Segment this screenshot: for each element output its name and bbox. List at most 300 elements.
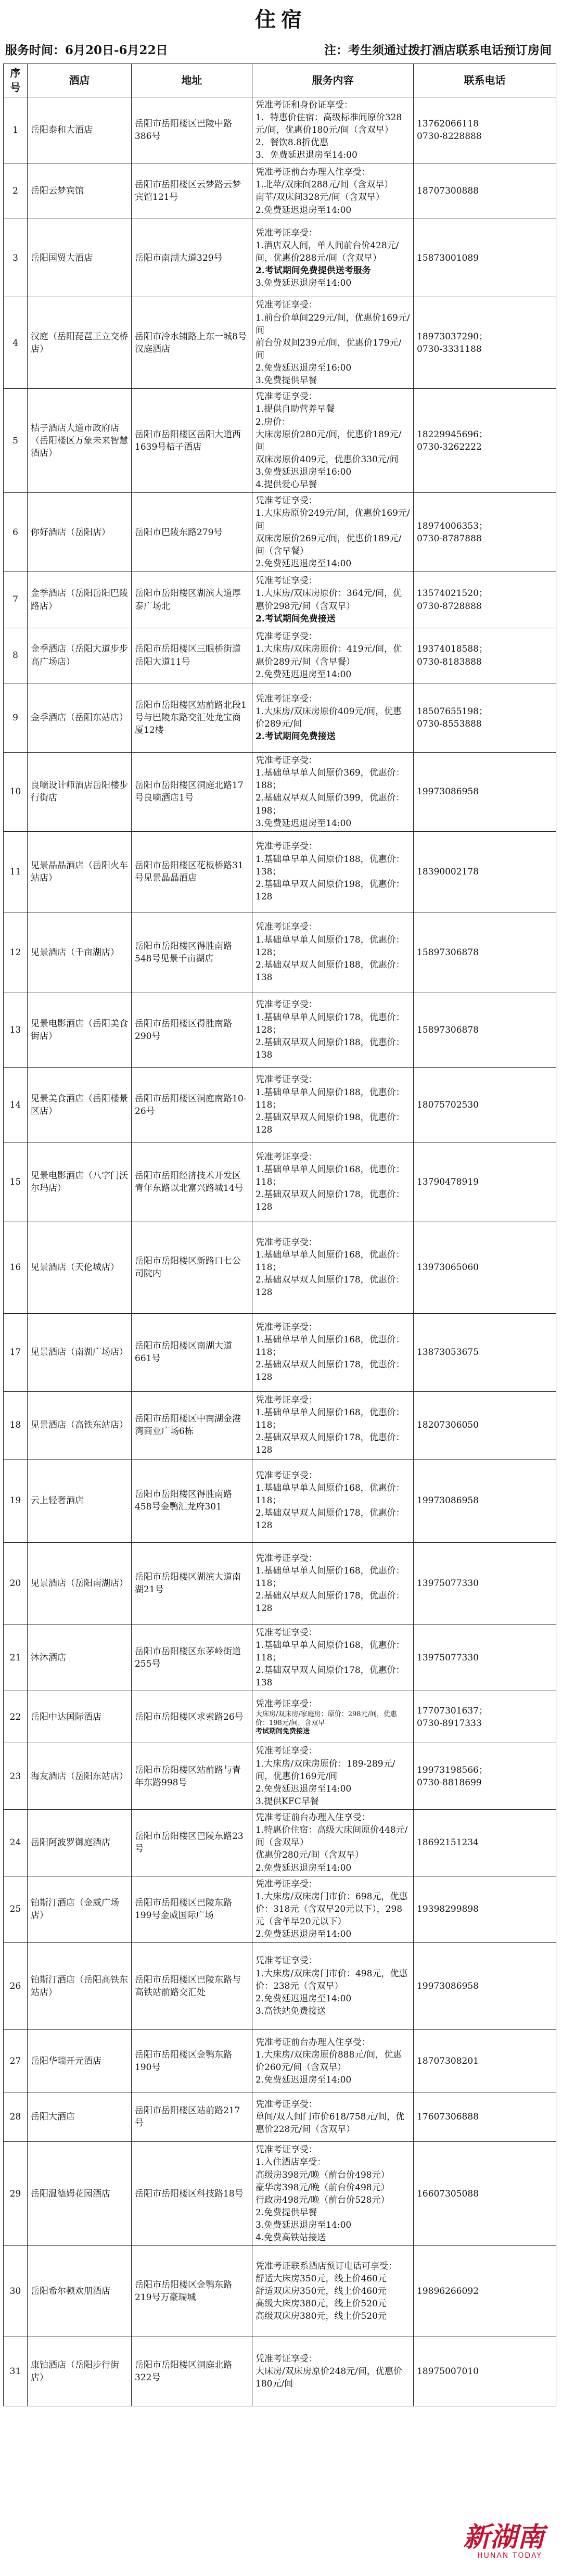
service-line: 凭准考证享受：	[256, 755, 317, 766]
contact-phone	[414, 493, 556, 572]
phone-number: 18229945696；	[417, 429, 488, 440]
service-line: 1.基础单早单人间原价178，优惠价：128；	[256, 1012, 405, 1035]
watermark-logo	[435, 2515, 544, 2567]
row-number: 2	[4, 163, 28, 219]
phone-number: 18507655198；	[417, 706, 488, 717]
service-content	[252, 297, 414, 389]
hotel-name: 铂斯汀酒店（岳阳高铁东站店）	[28, 1943, 132, 2030]
service-content	[252, 1143, 414, 1222]
table-row	[4, 572, 556, 628]
service-line: 凭准考证享受：	[256, 999, 317, 1010]
service-content	[252, 1067, 414, 1143]
service-content	[252, 1943, 414, 2030]
service-line: 考试期间免费接送	[256, 1728, 310, 1736]
hotel-address: 岳阳市岳阳楼区南湖大道661号	[132, 1313, 252, 1391]
service-line: 凭准考证享受：	[256, 1237, 317, 1248]
service-content	[252, 2337, 414, 2406]
service-line: 凭准考证享受：	[256, 576, 317, 587]
service-line: 凭准考证前台办理入住享受：	[256, 2037, 371, 2048]
row-number: 15	[4, 1143, 28, 1222]
service-content	[252, 572, 414, 628]
service-content	[252, 1542, 414, 1625]
service-content	[252, 219, 414, 297]
hotel-name: 岳阳华瑞开元酒店	[28, 2030, 132, 2092]
phone-number: 0730-8917333	[417, 1718, 482, 1729]
service-content	[252, 1222, 414, 1313]
service-line: 3.高铁站免费接送	[256, 2006, 326, 2016]
contact-phone	[414, 1313, 556, 1391]
row-number: 26	[4, 1943, 28, 2030]
contact-phone	[414, 1810, 556, 1876]
contact-phone	[414, 2246, 556, 2337]
table-row	[4, 628, 556, 683]
service-line: 1．特惠价住宿：高级标准间原价328元/间，优惠价180元/间（含双早）	[256, 112, 402, 136]
contact-phone	[414, 993, 556, 1067]
phone-number: 19973086958	[417, 1495, 479, 1506]
table-row	[4, 2092, 556, 2142]
row-number: 25	[4, 1876, 28, 1943]
service-line: 行政房498元/晚（前台价528元）	[256, 2194, 390, 2205]
table-row	[4, 1313, 556, 1391]
row-number: 14	[4, 1067, 28, 1143]
service-line: 双床房原价409元，优惠价330元/间	[256, 454, 399, 465]
hotel-address: 岳阳市岳阳楼区新路口七公司院内	[132, 1222, 252, 1313]
phone-number: 15897306878	[417, 1024, 479, 1035]
row-number: 19	[4, 1459, 28, 1542]
row-number: 31	[4, 2337, 28, 2406]
contact-phone	[414, 753, 556, 832]
hotel-name: 见景酒店（岳阳南湖店）	[28, 1542, 132, 1625]
service-line: 3．免费延迟退房至14:00	[256, 150, 357, 161]
row-number: 9	[4, 683, 28, 753]
service-line: 大床房/双床房/家庭房：原价：298元/间，优惠价：198元/间，含双早	[256, 1710, 397, 1727]
service-line: 凭准考证享受：	[256, 1627, 317, 1638]
contact-phone	[414, 389, 556, 493]
service-line: 凭准考证享受：	[256, 1698, 317, 1709]
header-address: 地址	[132, 64, 252, 97]
service-line: 1.基础单早单人间原价178，优惠价：128；	[256, 934, 405, 958]
contact-phone	[414, 628, 556, 683]
contact-phone	[414, 2142, 556, 2246]
service-line: 舒适双床房350元，线上价460元	[256, 2286, 387, 2297]
service-content	[252, 753, 414, 832]
contact-phone	[414, 2337, 556, 2406]
service-line: 单间/双人间门市价618/758元/间，优惠价228元/间（含双早）	[256, 2112, 405, 2135]
service-line: 2.基础双早双人间原价178，优惠价：128	[256, 1189, 405, 1213]
hotel-address: 岳阳市岳阳楼区得胜南路458号金鹗汇龙府301	[132, 1459, 252, 1542]
row-number: 3	[4, 219, 28, 297]
service-content	[252, 1810, 414, 1876]
service-content	[252, 2142, 414, 2246]
row-number: 30	[4, 2246, 28, 2337]
table-row	[4, 1143, 556, 1222]
service-line: 2.基础双早双人间原价178，优惠价：138	[256, 1665, 405, 1689]
row-number: 10	[4, 753, 28, 832]
table-row	[4, 2337, 556, 2406]
service-content	[252, 2092, 414, 2142]
service-line: 3.免费延迟退房至14:00	[256, 2220, 352, 2231]
phone-number: 17607306888	[417, 2112, 479, 2123]
row-number: 12	[4, 912, 28, 993]
hotel-address: 岳阳市岳阳楼区科技路18号	[132, 2142, 252, 2246]
service-line: 凭准考证享受：	[256, 841, 317, 852]
header-hotel: 酒店	[28, 64, 132, 97]
row-number: 23	[4, 1743, 28, 1810]
table-row	[4, 1542, 556, 1625]
phone-number: 0730-8228888	[417, 131, 482, 142]
service-line: 2.基础双早双人间原价178，优惠价：128	[256, 1360, 405, 1383]
phone-number: 0730-3262222	[417, 441, 482, 452]
hotel-address: 岳阳市岳阳楼区中南湖金港湾商业广场6栋	[132, 1391, 252, 1459]
hotel-address: 岳阳市岳阳楼区金鹗东路190号	[132, 2030, 252, 2092]
table-row	[4, 2246, 556, 2337]
service-line: 凭准考证享受：	[256, 1470, 317, 1481]
contact-phone	[414, 163, 556, 219]
contact-phone	[414, 1143, 556, 1222]
service-content	[252, 993, 414, 1067]
phone-number: 18973037290；	[417, 331, 488, 342]
contact-phone	[414, 2092, 556, 2142]
contact-phone	[414, 1625, 556, 1691]
hotel-name: 岳阳国贸大酒店	[28, 219, 132, 297]
contact-phone	[414, 297, 556, 389]
hotel-address: 岳阳市岳阳楼区洞庭北路17号良嘀酒店1号	[132, 753, 252, 832]
phone-number: 18707300888	[417, 186, 479, 197]
service-line: 凭准考证享受：	[256, 693, 317, 704]
phone-number: 13975077330	[417, 1653, 479, 1664]
service-line: 凭准考证前台办理入住享受：	[256, 167, 371, 178]
service-line: 1.大床房/双床房原价：419元/间，优惠价289元/间（含早餐）	[256, 644, 402, 667]
hotel-address: 岳阳市岳阳楼区得胜南路548号见景千亩湖店	[132, 912, 252, 993]
service-line: 凭准考证享受：	[256, 227, 317, 238]
contact-phone	[414, 572, 556, 628]
watermark-main: 新湖南	[463, 2522, 544, 2553]
phone-number: 13973065060	[417, 1262, 479, 1273]
hotel-name: 岳阳阿波罗御庭酒店	[28, 1810, 132, 1876]
phone-number: 15897306878	[417, 947, 479, 958]
phone-number: 0730-3331188	[417, 344, 482, 354]
hotel-name: 铂斯汀酒店（金威广场店）	[28, 1876, 132, 1943]
hotel-name: 汉庭（岳阳琵琶王立交桥店）	[28, 297, 132, 389]
service-line: 4.免费高铁站接送	[256, 2232, 326, 2243]
service-line: 2.免费延迟退房至14:00	[256, 1783, 352, 1794]
service-line: 2.基础双早双人间原价178，优惠价：128	[256, 1591, 405, 1614]
hotel-name: 岳阳中达国际酒店	[28, 1691, 132, 1743]
phone-number: 19973086958	[417, 1981, 479, 1991]
table-row	[4, 1943, 556, 2030]
service-line: 1.基础单早单人间原价188，优惠价：118；	[256, 1087, 405, 1110]
phone-number: 13873053675	[417, 1347, 479, 1358]
row-number: 11	[4, 831, 28, 912]
service-line: 1.北苹/双床间288元/间（含双早）	[256, 180, 393, 191]
service-content	[252, 493, 414, 572]
table-row	[4, 993, 556, 1067]
service-time: 服务时间：6月20日-6月22日	[5, 43, 168, 57]
hotel-address: 岳阳市南湖大道329号	[132, 219, 252, 297]
row-number: 28	[4, 2092, 28, 2142]
contact-phone	[414, 219, 556, 297]
phone-number: 0730-8728888	[417, 601, 482, 612]
service-line: 凭准考证享受：	[256, 1956, 317, 1966]
phone-number: 13762066118	[417, 118, 479, 129]
table-row	[4, 219, 556, 297]
hotel-address: 岳阳市岳阳楼区洞庭北路322号	[132, 2337, 252, 2406]
service-line: 2.免费延迟退房至14:00	[256, 669, 352, 680]
contact-phone	[414, 1067, 556, 1143]
hotel-address: 岳阳市岳阳楼区东茅岭街道255号	[132, 1625, 252, 1691]
service-line: 凭准考证享受：	[256, 2144, 317, 2155]
service-content	[252, 1691, 414, 1743]
table-row	[4, 97, 556, 163]
hotel-name: 见景美食酒店（岳阳楼景区店）	[28, 1067, 132, 1143]
contact-phone	[414, 1222, 556, 1313]
service-line: 凭准考证享受：	[256, 391, 317, 402]
service-line: 2.基础单早双人间原价198，优惠价：128	[256, 879, 405, 902]
table-row	[4, 297, 556, 389]
service-line: 1.基础单早单人间原价168，优惠价：118；	[256, 1640, 405, 1664]
row-number: 1	[4, 97, 28, 163]
service-line: 凭准考证享受：	[256, 496, 317, 506]
service-line: 1.酒店双人间，单人间前台价428元/间，优惠价288元/间（含双早）	[256, 240, 399, 263]
row-number: 13	[4, 993, 28, 1067]
hotel-address: 岳阳市岳阳楼区洞庭南路10-26号	[132, 1067, 252, 1143]
hotel-address: 岳阳市岳阳楼区巴陵东路与高铁站前路交汇处	[132, 1943, 252, 2030]
phone-number: 15873001089	[417, 252, 479, 263]
service-line: 凭准考证享受：	[256, 2354, 317, 2365]
row-number: 5	[4, 389, 28, 493]
service-line: 1.大床房/双床房门市价：498元，优惠价：238元（含双早）	[256, 1968, 408, 1991]
table-body	[4, 97, 556, 2406]
hotel-address: 岳阳市岳阳楼区得胜南路290号	[132, 993, 252, 1067]
service-line: 凭准考证和身份证享受：	[256, 99, 353, 110]
phone-number: 18075702530	[417, 1099, 479, 1110]
phone-number: 18975007010	[417, 2366, 479, 2377]
contact-phone	[414, 1943, 556, 2030]
row-number: 4	[4, 297, 28, 389]
hotel-name: 沐沐酒店	[28, 1625, 132, 1691]
service-line: 2.免费延迟退房至14:00	[256, 1929, 352, 1940]
booking-note: 注：考生须通过拨打酒店联系电话预订房间	[324, 43, 552, 57]
service-line: 高级大床房380元，线上价520元	[256, 2299, 387, 2309]
phone-number: 16607305088	[417, 2188, 479, 2199]
service-line: 2.基础双早双人间原价399，优惠价：198；	[256, 793, 405, 816]
table-row	[4, 753, 556, 832]
service-line: 3.免费延迟退房至14:00	[256, 278, 352, 289]
service-line: 南苹/双床间328元/间（含双早）	[256, 192, 385, 203]
contact-phone	[414, 1743, 556, 1810]
hotel-name: 金季酒店（岳阳东站店）	[28, 683, 132, 753]
hotel-name: 见景酒店（千亩湖店）	[28, 912, 132, 993]
service-line: 高级房398元/晚（前台价498元）	[256, 2169, 390, 2180]
table-row	[4, 912, 556, 993]
service-content	[252, 389, 414, 493]
service-line: 2．餐饮8.8折优惠	[256, 137, 328, 148]
service-line: 1.基础单早单人间原价369，优惠价：188；	[256, 768, 405, 791]
service-line: 凭准考证享受：	[256, 922, 317, 933]
hotel-name: 见景酒店（天伦城店）	[28, 1222, 132, 1313]
service-line: 舒适大床房350元，线上价460元	[256, 2274, 387, 2285]
phone-number: 18207306050	[417, 1420, 479, 1431]
service-line: 2.免费延迟退房至14:00	[256, 1993, 352, 2004]
hotel-name: 云上轻奢酒店	[28, 1459, 132, 1542]
phone-number: 0730-8818699	[417, 1777, 482, 1788]
table-row	[4, 683, 556, 753]
table-row	[4, 2142, 556, 2246]
service-line: 1.基础单早单人间原价168，优惠价：118；	[256, 1250, 405, 1273]
row-number: 17	[4, 1313, 28, 1391]
service-line: 1.大床房/双床房门市价：698元，优惠价：318元（含双早20元以下），298元（含单早20元以下）	[256, 1891, 408, 1927]
service-content	[252, 1743, 414, 1810]
service-line: 凭准考证联系酒店预订电话可享受：	[256, 2261, 397, 2272]
contact-phone	[414, 1391, 556, 1459]
row-number: 29	[4, 2142, 28, 2246]
phone-number: 18707308201	[417, 2055, 479, 2066]
hotel-name: 良嘀设计师酒店岳阳楼步行街店	[28, 753, 132, 832]
service-line: 2.免费延迟退房至14:00	[256, 2074, 352, 2085]
phone-number: 13790478919	[417, 1177, 479, 1188]
service-line: 凭准考证享受：	[256, 1151, 317, 1162]
service-line: 2.免费延迟退房至16:00	[256, 363, 352, 374]
service-line: 2.基础双早双人间原价198，优惠价：128	[256, 1112, 405, 1135]
table-row	[4, 1625, 556, 1691]
row-number: 22	[4, 1691, 28, 1743]
hotel-name: 见景酒店（南湖广场店）	[28, 1313, 132, 1391]
subhead	[5, 41, 557, 61]
row-number: 21	[4, 1625, 28, 1691]
header-no: 序号	[4, 64, 28, 97]
contact-phone	[414, 1691, 556, 1743]
service-line: 1.基础单早单人间原价168，优惠价：118；	[256, 1566, 405, 1589]
page-title: 住宿	[255, 7, 307, 32]
table-row	[4, 1876, 556, 1943]
phone-number: 13975077330	[417, 1578, 479, 1589]
phone-number: 0730-8183888	[417, 656, 482, 667]
table-row	[4, 1459, 556, 1542]
service-content	[252, 1391, 414, 1459]
row-number: 24	[4, 1810, 28, 1876]
table-row	[4, 1391, 556, 1459]
service-line: 3.提供KFC早餐	[256, 1796, 319, 1807]
service-line: 凭准考证享受：	[256, 1553, 317, 1564]
phone-number: 17707301637；	[417, 1705, 488, 1716]
service-line: 1.前台价单间229元/间，优惠价169元/间	[256, 312, 410, 336]
hotel-address: 岳阳市岳阳楼区花板桥路31号见景晶晶酒店	[132, 831, 252, 912]
service-line: 3.免费延迟退房至16:00	[256, 467, 352, 478]
hotel-address: 岳阳市巴陵东路279号	[132, 493, 252, 572]
service-line: 1.基础单早单人间原价168，优惠价：118；	[256, 1164, 405, 1188]
service-line: 双床房原价269元/间，优惠价189元/间（含早餐）	[256, 533, 402, 556]
hotel-address: 岳阳市岳阳楼区云梦路云梦宾馆121号	[132, 163, 252, 219]
hotel-name: 岳阳希尔顿欢朋酒店	[28, 2246, 132, 2337]
service-line: 凭准考证享受：	[256, 631, 317, 642]
service-line: 前台价双间239元/间，优惠价179元/间	[256, 337, 402, 361]
hotel-name: 岳阳泰和大酒店	[28, 97, 132, 163]
service-content	[252, 1876, 414, 1943]
service-line: 2.免费延迟退房至14:00	[256, 205, 352, 215]
row-number: 18	[4, 1391, 28, 1459]
hotel-table	[3, 64, 556, 2406]
hotel-address: 岳阳市岳阳楼区站前路217号	[132, 2092, 252, 2142]
service-content	[252, 1313, 414, 1391]
phone-number: 13574021520；	[417, 588, 488, 599]
service-line: 凭准考证享受：	[256, 1394, 317, 1405]
service-line: 1.特惠价住宿：高级大床间原价448元/间（含双早）	[256, 1825, 408, 1848]
service-content	[252, 97, 414, 163]
table-row	[4, 493, 556, 572]
service-line: 2.免费提供早餐	[256, 2207, 317, 2218]
service-content	[252, 163, 414, 219]
row-number: 20	[4, 1542, 28, 1625]
service-line: 1.入住酒店享受：	[256, 2157, 326, 2168]
phone-number: 18390002178	[417, 866, 479, 877]
row-number: 6	[4, 493, 28, 572]
service-line: 1.大床房/双床房原价：364元/间，优惠价298元/间（含双早）	[256, 588, 402, 612]
service-line: 凭准考证享受：	[256, 1074, 317, 1085]
hotel-name: 桔子酒店大道市政府店（岳阳楼区万象未来智慧酒店）	[28, 389, 132, 493]
service-content	[252, 628, 414, 683]
service-content	[252, 2246, 414, 2337]
service-line: 3.免费提供早餐	[256, 375, 317, 386]
row-number: 16	[4, 1222, 28, 1313]
hotel-address: 岳阳市岳阳经济技术开发区青年东路以北富兴路城14号	[132, 1143, 252, 1222]
service-content	[252, 2030, 414, 2092]
service-line: 3.免费延迟退房至14:00	[256, 818, 352, 829]
contact-phone	[414, 831, 556, 912]
hotel-name: 见景电影酒店（岳阳美食街店）	[28, 993, 132, 1067]
contact-phone	[414, 683, 556, 753]
hotel-address: 岳阳市岳阳楼区湖滨大道南湖21号	[132, 1542, 252, 1625]
service-line: 2.基础双早双人间原价178，优惠价：128	[256, 1432, 405, 1456]
table-row	[4, 389, 556, 493]
service-line: 1.大床房/双床房原价409元/间，优惠价289元/间	[256, 706, 402, 730]
hotel-address: 岳阳市岳阳楼区求索路26号	[132, 1691, 252, 1743]
contact-phone	[414, 1459, 556, 1542]
service-content	[252, 1459, 414, 1542]
table-row	[4, 163, 556, 219]
service-line: 2.免费延迟退房至14:00	[256, 558, 352, 569]
hotel-address: 岳阳市岳阳楼区站前路北段1号与巴陵东路交汇处龙宝商厦12楼	[132, 683, 252, 753]
service-content	[252, 1625, 414, 1691]
service-line: 1.大床房/双床房原价：189-289元/间，优惠价169元/间	[256, 1758, 395, 1782]
watermark-sub: HUNAN TODAY	[477, 2552, 542, 2560]
row-number: 8	[4, 628, 28, 683]
service-line: 2.基础双早双人间原价178，优惠价：128	[256, 1275, 405, 1298]
hotel-address: 岳阳市岳阳楼区金鹗东路219号万豪瑞城	[132, 2246, 252, 2337]
hotel-name: 金季酒店（岳阳岳阳巴陵路店）	[28, 572, 132, 628]
service-content	[252, 683, 414, 753]
service-line: 凭准考证享受：	[256, 300, 317, 311]
hotel-name: 你好酒店（岳阳店）	[28, 493, 132, 572]
service-content	[252, 831, 414, 912]
hotel-name: 岳阳温德姆花园酒店	[28, 2142, 132, 2246]
service-line: 1.基础单早单人间原价168，优惠价：118；	[256, 1483, 405, 1506]
phone-number: 0730-8787888	[417, 533, 482, 544]
phone-number: 19973086958	[417, 786, 479, 797]
service-line: 1.大床房/双床房原价888元/间，优惠价260元/间（含双早）	[256, 2049, 402, 2073]
service-line: 2.基础双早双人间原价188，优惠价：138	[256, 959, 405, 983]
service-line: 2.基础双早双人间原价178，优惠价：128	[256, 1508, 405, 1531]
service-line: 高级双床房380元，线上价520元	[256, 2311, 387, 2322]
service-line: 凭准考证享受：	[256, 1879, 317, 1889]
table-row	[4, 831, 556, 912]
service-line: 2.基础双早双人间原价188，优惠价：138	[256, 1037, 405, 1060]
hotel-name: 岳阳大酒店	[28, 2092, 132, 2142]
phone-number: 19896266092	[417, 2286, 479, 2297]
header-service: 服务内容	[252, 64, 414, 97]
hotel-name: 海友酒店（岳阳东站店）	[28, 1743, 132, 1810]
hotel-name: 见景电影酒店（八字门沃尔玛店）	[28, 1143, 132, 1222]
table-row	[4, 1810, 556, 1876]
